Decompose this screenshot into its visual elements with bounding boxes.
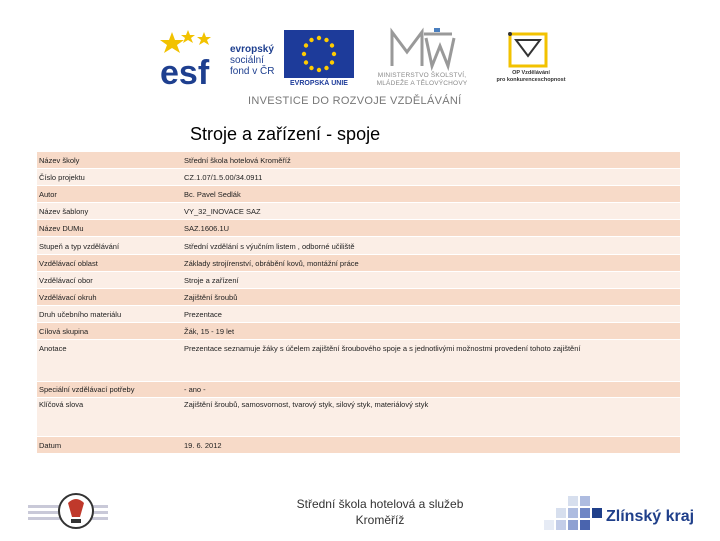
school-line-2: Kroměříž — [355, 513, 405, 527]
row-label: Datum — [39, 441, 62, 450]
row-label: Vzdělávací oblast — [39, 259, 98, 268]
msmt-mark-icon — [362, 26, 482, 72]
op-mark-icon — [496, 30, 566, 70]
row-label: Cílová skupina — [39, 327, 89, 336]
row-value: SAZ.1606.1U — [184, 224, 230, 233]
table-row — [37, 186, 680, 202]
msmt-logo — [362, 26, 482, 92]
row-value: Prezentace seznamuje žáky s účelem zajištění šroubového spoje a s jednotlivými možnostmi provedení tohoto zajištění — [184, 344, 581, 353]
row-label: Druh učebního materiálu — [39, 310, 122, 319]
op-logo — [496, 30, 566, 90]
row-label: Autor — [39, 190, 57, 199]
op-line-1: OP Vzdělávání — [512, 70, 550, 76]
table-row — [37, 382, 680, 397]
row-label: Klíčová slova — [39, 400, 84, 409]
row-value: VY_32_INOVACE SAZ — [184, 207, 261, 216]
zlinsky-kraj-logo-icon — [540, 494, 604, 536]
esf-mark-text: esf — [160, 54, 210, 90]
esf-line-2: sociální — [230, 55, 264, 66]
esf-line-1: evropský — [230, 44, 274, 55]
table-row — [37, 255, 680, 271]
row-label: Název školy — [39, 156, 80, 165]
table-row — [37, 272, 680, 288]
eu-label: EVROPSKÁ UNIE — [290, 80, 348, 87]
row-label: Vzdělávací okruh — [39, 293, 97, 302]
row-label: Stupeň a typ vzdělávání — [39, 242, 120, 251]
table-row — [37, 306, 680, 322]
row-value: Bc. Pavel Sedlák — [184, 190, 241, 199]
table-row — [37, 152, 680, 168]
row-label: Číslo projektu — [39, 173, 85, 182]
row-value: CZ.1.07/1.5.00/34.0911 — [184, 173, 263, 182]
op-line-2: pro konkurenceschopnost — [496, 77, 566, 83]
row-value: Základy strojírenství, obrábění kovů, montážní práce — [184, 259, 359, 268]
row-value: Střední škola hotelová Kroměříž — [184, 156, 291, 165]
table-row — [37, 340, 680, 381]
row-value: Stroje a zařízení — [184, 276, 239, 285]
table-row — [37, 169, 680, 185]
row-label: Speciální vzdělávací potřeby — [39, 385, 135, 394]
table-row — [37, 237, 680, 254]
esf-mark-icon — [160, 28, 230, 90]
msmt-line-2: MLÁDEŽE A TĚLOVÝCHOVY — [376, 80, 468, 87]
esf-line-3: fond v ČR — [230, 66, 275, 77]
school-emblem-icon — [28, 487, 108, 533]
table-row — [37, 398, 680, 436]
row-label: Vzdělávací obor — [39, 276, 93, 285]
table-row — [37, 323, 680, 339]
row-value: Zajištění šroubů — [184, 293, 238, 302]
school-emblem — [28, 487, 108, 533]
row-value: - ano - — [184, 385, 206, 394]
row-label: Anotace — [39, 344, 67, 353]
table-row — [37, 203, 680, 219]
school-name — [280, 496, 480, 528]
region-name: Zlínský kraj — [606, 508, 695, 525]
page-title: Stroje a zařízení - spoje — [190, 124, 381, 144]
eu-flag-icon — [284, 30, 354, 78]
row-label: Název DUMu — [39, 224, 84, 233]
school-line-1: Střední škola hotelová a služeb — [296, 497, 464, 511]
msmt-line-1: MINISTERSTVO ŠKOLSTVÍ, — [377, 72, 467, 79]
esf-logo-text — [230, 44, 274, 77]
table-row — [37, 289, 680, 305]
row-value: Žák, 15 - 19 let — [184, 327, 235, 336]
table-row — [37, 220, 680, 236]
eu-logo — [284, 30, 354, 92]
row-value: Střední vzdělání s výučním listem , odborné učiliště — [184, 242, 355, 251]
row-value: 19. 6. 2012 — [184, 441, 222, 450]
row-label: Název šablony — [39, 207, 89, 216]
table-row — [37, 437, 680, 453]
row-value: Prezentace — [184, 310, 222, 319]
invest-tagline: INVESTICE DO ROZVOJE VZDĚLÁVÁNÍ — [248, 95, 462, 107]
row-value: Zajištění šroubů, samosvornost, tvarový styk, silový styk, materiálový styk — [184, 400, 429, 409]
